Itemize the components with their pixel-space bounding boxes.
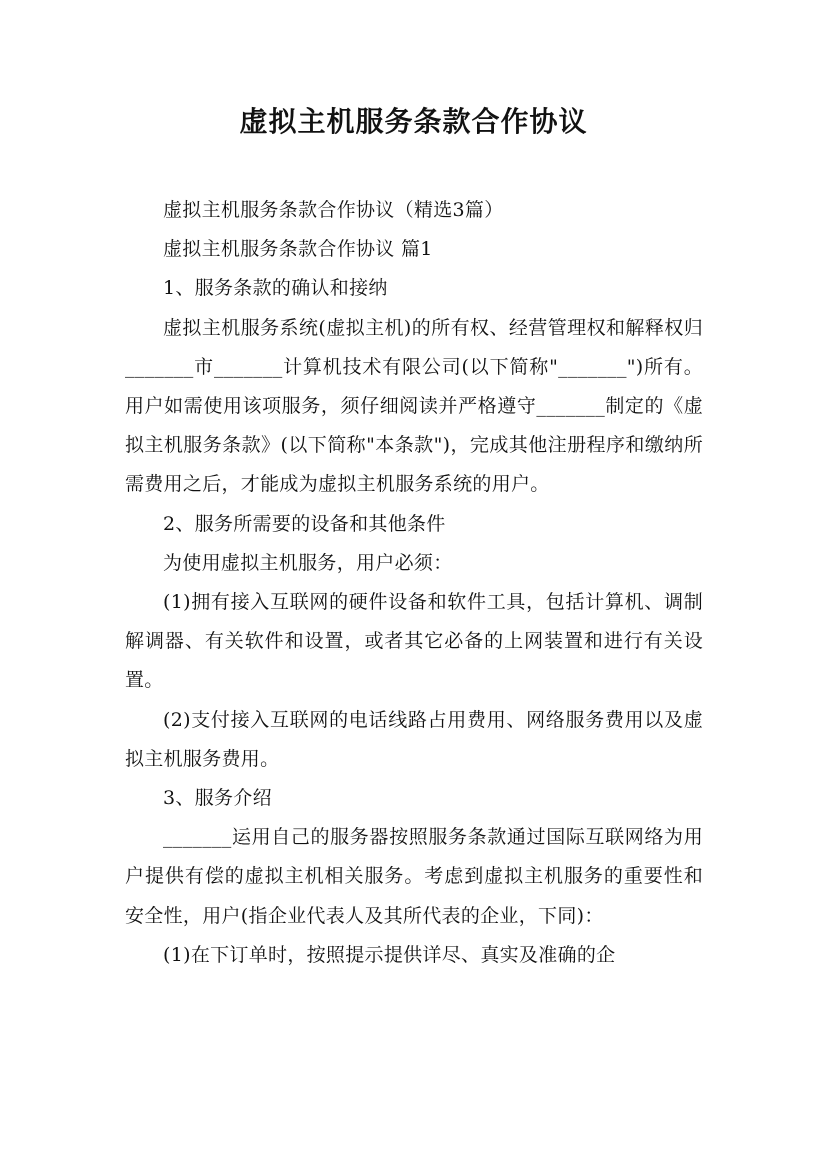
- document-body: [125, 191, 703, 975]
- paragraph-clause-1-text: 虚拟主机服务系统(虚拟主机)的所有权、经营管理权和解释权归_______市_______计算机技术有限公司(以下简称"_______")所有。用户如需使用该项服务，须仔细阅读并严格遵守_______制定的《虚拟主机服务条款》(以下简称"本条款")，完成其他注册程序和缴纳所需费用之后，才能成为虚拟主机服务系统的用户。: [125, 316, 703, 496]
- paragraph-subtitle: 虚拟主机服务条款合作协议（精选3篇）: [163, 199, 504, 221]
- paragraph-section-heading: 虚拟主机服务条款合作协议 篇1: [163, 238, 433, 261]
- paragraph-clause-2-item-2: (2)支付接入互联网的电话线路占用费用、网络服务费用以及虚拟主机服务费用。: [125, 708, 703, 770]
- document-title: 虚拟主机服务条款合作协议: [239, 105, 588, 138]
- paragraph-clause-2-item-1: (1)拥有接入互联网的硬件设备和软件工具，包括计算机、调制解调器、有关软件和设置，或者其它必备的上网装置和进行有关设置。: [125, 591, 703, 692]
- paragraph-clause-2-intro: 为使用虚拟主机服务，用户必须：: [163, 551, 453, 574]
- paragraph-clause-3-item-1: (1)在下订单时，按照提示提供详尽、真实及准确的企: [163, 943, 616, 966]
- paragraph-clause-2-heading: 2、服务所需要的设备和其他条件: [163, 512, 446, 535]
- paragraph-clause-1-heading: 1、服务条款的确认和接纳: [163, 277, 388, 300]
- paragraph-clause-3-heading: 3、服务介绍: [163, 787, 272, 810]
- paragraph-clause-3-text: _______运用自己的服务器按照服务条款通过国际互联网络为用户提供有偿的虚拟主机相关服务。考虑到虚拟主机服务的重要性和安全性，用户(指企业代表人及其所代表的企业，下同)：: [125, 826, 703, 927]
